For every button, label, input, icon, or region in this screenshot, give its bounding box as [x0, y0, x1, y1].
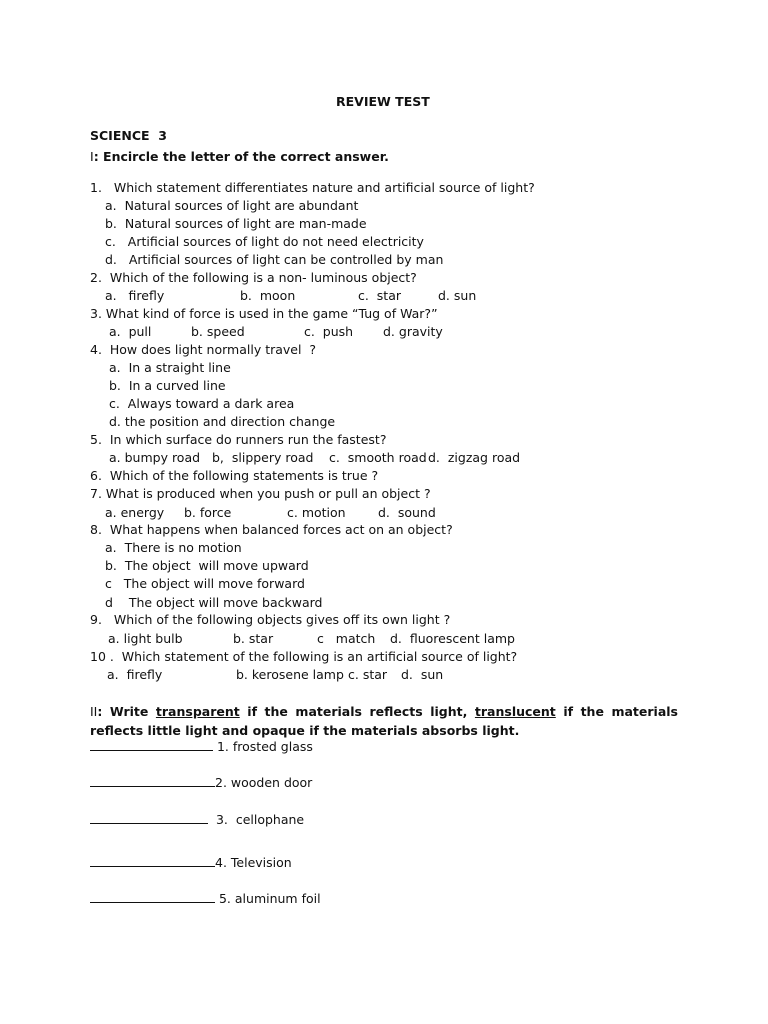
question-2: 2. Which of the following is a non- luminous object? — [90, 270, 417, 285]
question-7: 7. What is produced when you push or pull an object ? — [90, 486, 431, 501]
section-1-roman: I — [90, 149, 94, 164]
question-2-option-c: c. star — [358, 288, 402, 303]
section-1-instruction-text: : Encircle the letter of the correct answer. — [93, 149, 389, 164]
section-2-mid-text: if the materials reflects light, — [239, 704, 475, 719]
answer-item-3-label: 3. cellophane — [215, 812, 305, 827]
question-5: 5. In which surface do runners run the fastest? — [90, 432, 387, 447]
answer-item-5-label: 5. aluminum foil — [218, 891, 321, 906]
question-9: 9. Which of the following objects gives off its own light ? — [90, 612, 451, 627]
question-1-option-c: c. Artificial sources of light do not need electricity — [105, 234, 424, 249]
question-3: 3. What kind of force is used in the game “Tug of War?” — [90, 306, 438, 321]
question-7-option-a: a. energy — [105, 505, 165, 520]
question-1-option-a: a. Natural sources of light are abundant — [105, 198, 359, 213]
answer-item-4 — [90, 855, 292, 871]
question-10: 10 . Which statement of the following is an artificial source of light? — [90, 649, 518, 664]
question-8-option-b: b. The object will move upward — [105, 558, 309, 573]
question-4-option-b: b. In a curved line — [109, 378, 226, 393]
question-4-option-a: a. In a straight line — [109, 360, 231, 375]
question-3-option-c: c. push — [304, 324, 354, 339]
question-3-option-a: a. pull — [109, 324, 152, 339]
section-2-roman: II — [90, 704, 98, 719]
answer-item-1 — [90, 739, 313, 755]
question-10-option-d: d. sun — [401, 667, 444, 682]
keyword-translucent: translucent — [474, 704, 556, 719]
question-6: 6. Which of the following statements is true ? — [90, 468, 379, 483]
question-7-option-d: d. sound — [378, 505, 436, 520]
question-1-option-b: b. Natural sources of light are man-made — [105, 216, 367, 231]
answer-blank-2[interactable] — [90, 775, 215, 787]
section-2-write-text: : Write — [97, 704, 156, 719]
answer-blank-3[interactable] — [90, 812, 208, 824]
question-1: 1. Which statement differentiates nature and artificial source of light? — [90, 180, 535, 195]
answer-item-1-label: 1. frosted glass — [216, 739, 313, 754]
answer-blank-5[interactable] — [90, 891, 215, 903]
answer-blank-4[interactable] — [90, 855, 215, 867]
section-2-rest-text: if the materials reflects little light and opaque if the materials absorbs light. — [90, 704, 678, 738]
question-9-option-a: a. light bulb — [108, 631, 183, 646]
section-2-instruction — [90, 702, 678, 740]
question-9-option-d: d. fluorescent lamp — [390, 631, 515, 646]
question-10-option-b: b. kerosene lamp — [236, 667, 344, 682]
subject-heading: SCIENCE 3 — [90, 128, 167, 143]
answer-item-3 — [90, 812, 304, 828]
question-10-option-c: c. star — [348, 667, 388, 682]
question-5-option-a: a. bumpy road — [109, 450, 201, 465]
question-5-option-b: b, slippery road — [212, 450, 314, 465]
question-8-option-a: a. There is no motion — [105, 540, 242, 555]
question-5-option-c: c. smooth road — [329, 450, 427, 465]
question-2-option-a: a. firefly — [105, 288, 165, 303]
question-10-option-a: a. firefly — [107, 667, 163, 682]
question-4: 4. How does light normally travel ? — [90, 342, 317, 357]
question-8-option-d: d The object will move backward — [105, 595, 323, 610]
question-9-option-b: b. star — [233, 631, 274, 646]
keyword-transparent: transparent — [155, 704, 240, 719]
answer-item-2-label: 2. wooden door — [215, 775, 313, 790]
question-3-option-d: d. gravity — [383, 324, 443, 339]
question-8-option-c: c The object will move forward — [105, 576, 305, 591]
question-5-option-d: d. zigzag road — [428, 450, 521, 465]
question-7-option-b: b. force — [184, 505, 232, 520]
question-8: 8. What happens when balanced forces act on an object? — [90, 522, 453, 537]
question-9-option-c: c match — [317, 631, 376, 646]
answer-blank-1[interactable] — [90, 739, 213, 751]
answer-item-2 — [90, 775, 312, 791]
answer-item-5 — [90, 891, 321, 907]
question-3-option-b: b. speed — [191, 324, 245, 339]
question-4-option-c: c. Always toward a dark area — [109, 396, 295, 411]
page-title: REVIEW TEST — [336, 94, 430, 109]
section-1-instruction — [90, 149, 389, 165]
question-1-option-d: d. Artificial sources of light can be controlled by man — [105, 252, 444, 267]
question-7-option-c: c. motion — [287, 505, 346, 520]
question-4-option-d: d. the position and direction change — [109, 414, 336, 429]
question-2-option-d: d. sun — [438, 288, 477, 303]
answer-item-4-label: 4. Television — [215, 855, 292, 870]
question-2-option-b: b. moon — [240, 288, 296, 303]
